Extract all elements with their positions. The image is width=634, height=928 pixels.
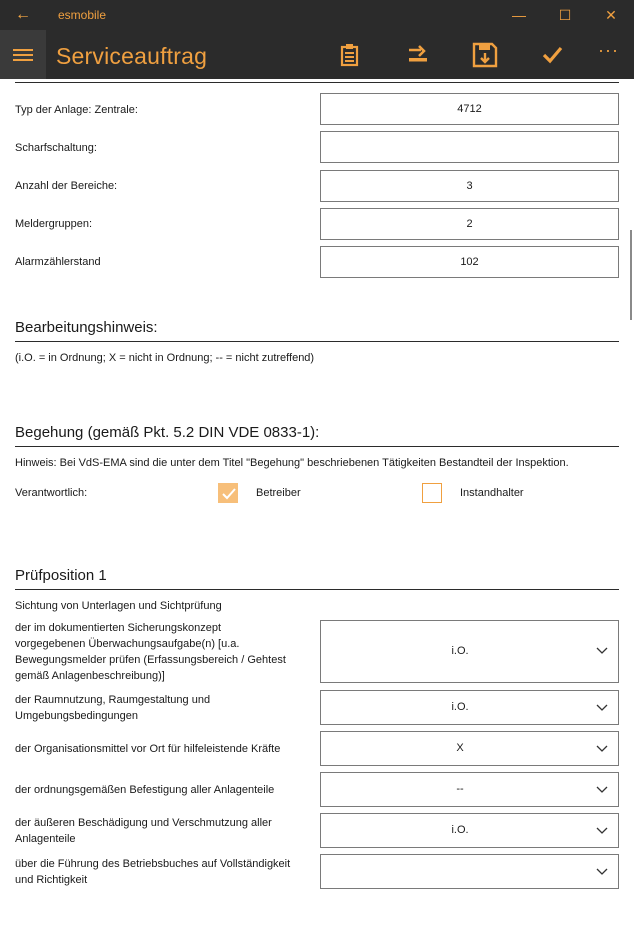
pruef-item-select[interactable] (320, 854, 619, 889)
section-divider (15, 341, 619, 342)
clipboard-icon[interactable] (335, 40, 365, 70)
label-typ-der-anlage: Typ der Anlage: Zentrale: (15, 104, 138, 116)
scharfschaltung-input[interactable] (320, 131, 619, 163)
section-divider (15, 82, 619, 83)
move-to-icon[interactable] (403, 40, 433, 70)
begehung-hint: Hinweis: Bei VdS-EMA sind die unter dem Titel "Begehung" beschriebenen Tätigkeiten Bestandteil der Inspektion. (15, 457, 569, 469)
label-alarmzaehlerstand: Alarmzählerstand (15, 256, 101, 268)
chevron-down-icon (596, 745, 608, 753)
typ-der-anlage-input[interactable]: 4712 (320, 93, 619, 125)
window-titlebar (0, 0, 634, 30)
begehung-heading: Begehung (gemäß Pkt. 5.2 DIN VDE 0833-1): (15, 424, 320, 441)
pruef-item-label: der Raumnutzung, Raumgestaltung und Umgebungsbedingungen (15, 694, 211, 722)
select-value: i.O. (451, 701, 469, 713)
chevron-down-icon (596, 868, 608, 876)
close-button[interactable]: ✕ (605, 7, 617, 23)
section-divider (15, 589, 619, 590)
save-icon[interactable] (470, 40, 500, 70)
more-icon[interactable]: ··· (598, 40, 619, 60)
window-title: esmobile (58, 8, 107, 22)
instandhalter-label: Instandhalter (460, 487, 524, 499)
pruef-item-select[interactable] (320, 813, 619, 848)
betreiber-checkbox[interactable] (218, 483, 238, 503)
hamburger-menu-icon[interactable] (0, 30, 46, 79)
betreiber-label: Betreiber (256, 487, 301, 499)
pruef-item-label: der äußeren Beschädigung und Verschmutzung aller Anlagenteile (15, 817, 272, 845)
minimize-button[interactable]: — (512, 7, 526, 23)
pruef-item-label: über die Führung des Betriebsbuches auf Vollständigkeit und Richtigkeit (15, 858, 291, 886)
chevron-down-icon (596, 647, 608, 655)
select-value: -- (456, 783, 464, 795)
app-bar (0, 30, 634, 79)
select-value: i.O. (451, 645, 469, 657)
verantwortlich-label: Verantwortlich: (15, 487, 88, 499)
bearbeitungshinweis-heading: Bearbeitungshinweis: (15, 319, 158, 336)
bearbeitungshinweis-note: (i.O. = in Ordnung; X = nicht in Ordnung; -- = nicht zutreffend) (15, 352, 315, 364)
pruefposition-subtitle: Sichtung von Unterlagen und Sichtprüfung (15, 600, 222, 612)
maximize-button[interactable]: ☐ (558, 7, 572, 23)
chevron-down-icon (596, 786, 608, 794)
chevron-down-icon (596, 704, 608, 712)
pruef-item-select[interactable] (320, 620, 619, 683)
meldergruppen-input[interactable]: 2 (320, 208, 619, 240)
checkmark-icon[interactable] (538, 40, 568, 70)
label-scharfschaltung: Scharfschaltung: (15, 142, 97, 154)
page-title: Serviceauftrag (56, 43, 208, 69)
select-value: X (456, 742, 464, 754)
pruefposition-heading: Prüfposition 1 (15, 567, 107, 584)
anzahl-bereiche-input[interactable]: 3 (320, 170, 619, 202)
pruef-item-select[interactable] (320, 772, 619, 807)
instandhalter-checkbox[interactable] (422, 483, 442, 503)
vertical-scrollbar[interactable] (630, 230, 632, 320)
alarmzaehlerstand-input[interactable]: 102 (320, 246, 619, 278)
label-anzahl-bereiche: Anzahl der Bereiche: (15, 180, 118, 192)
pruef-item-label: der Organisationsmittel vor Ort für hilfeleistende Kräfte (15, 743, 281, 755)
pruef-item-label: der im dokumentierten Sicherungskonzept vorgegebenen Überwachungsaufgabe(n) [u.a. Bewegungsmelder prüfen (Erfassungsbereich / Gehtest gemäß Anlagenbeschreibung)] (15, 622, 286, 682)
select-value: i.O. (451, 824, 469, 836)
section-divider (15, 446, 619, 447)
pruef-item-label: der ordnungsgemäßen Befestigung aller Anlagenteile (15, 784, 275, 796)
back-arrow-icon[interactable]: ← (15, 6, 31, 23)
chevron-down-icon (596, 827, 608, 835)
pruef-item-select[interactable] (320, 690, 619, 725)
pruef-item-select[interactable] (320, 731, 619, 766)
checkmark-icon (221, 486, 237, 502)
label-meldergruppen: Meldergruppen: (15, 218, 93, 230)
